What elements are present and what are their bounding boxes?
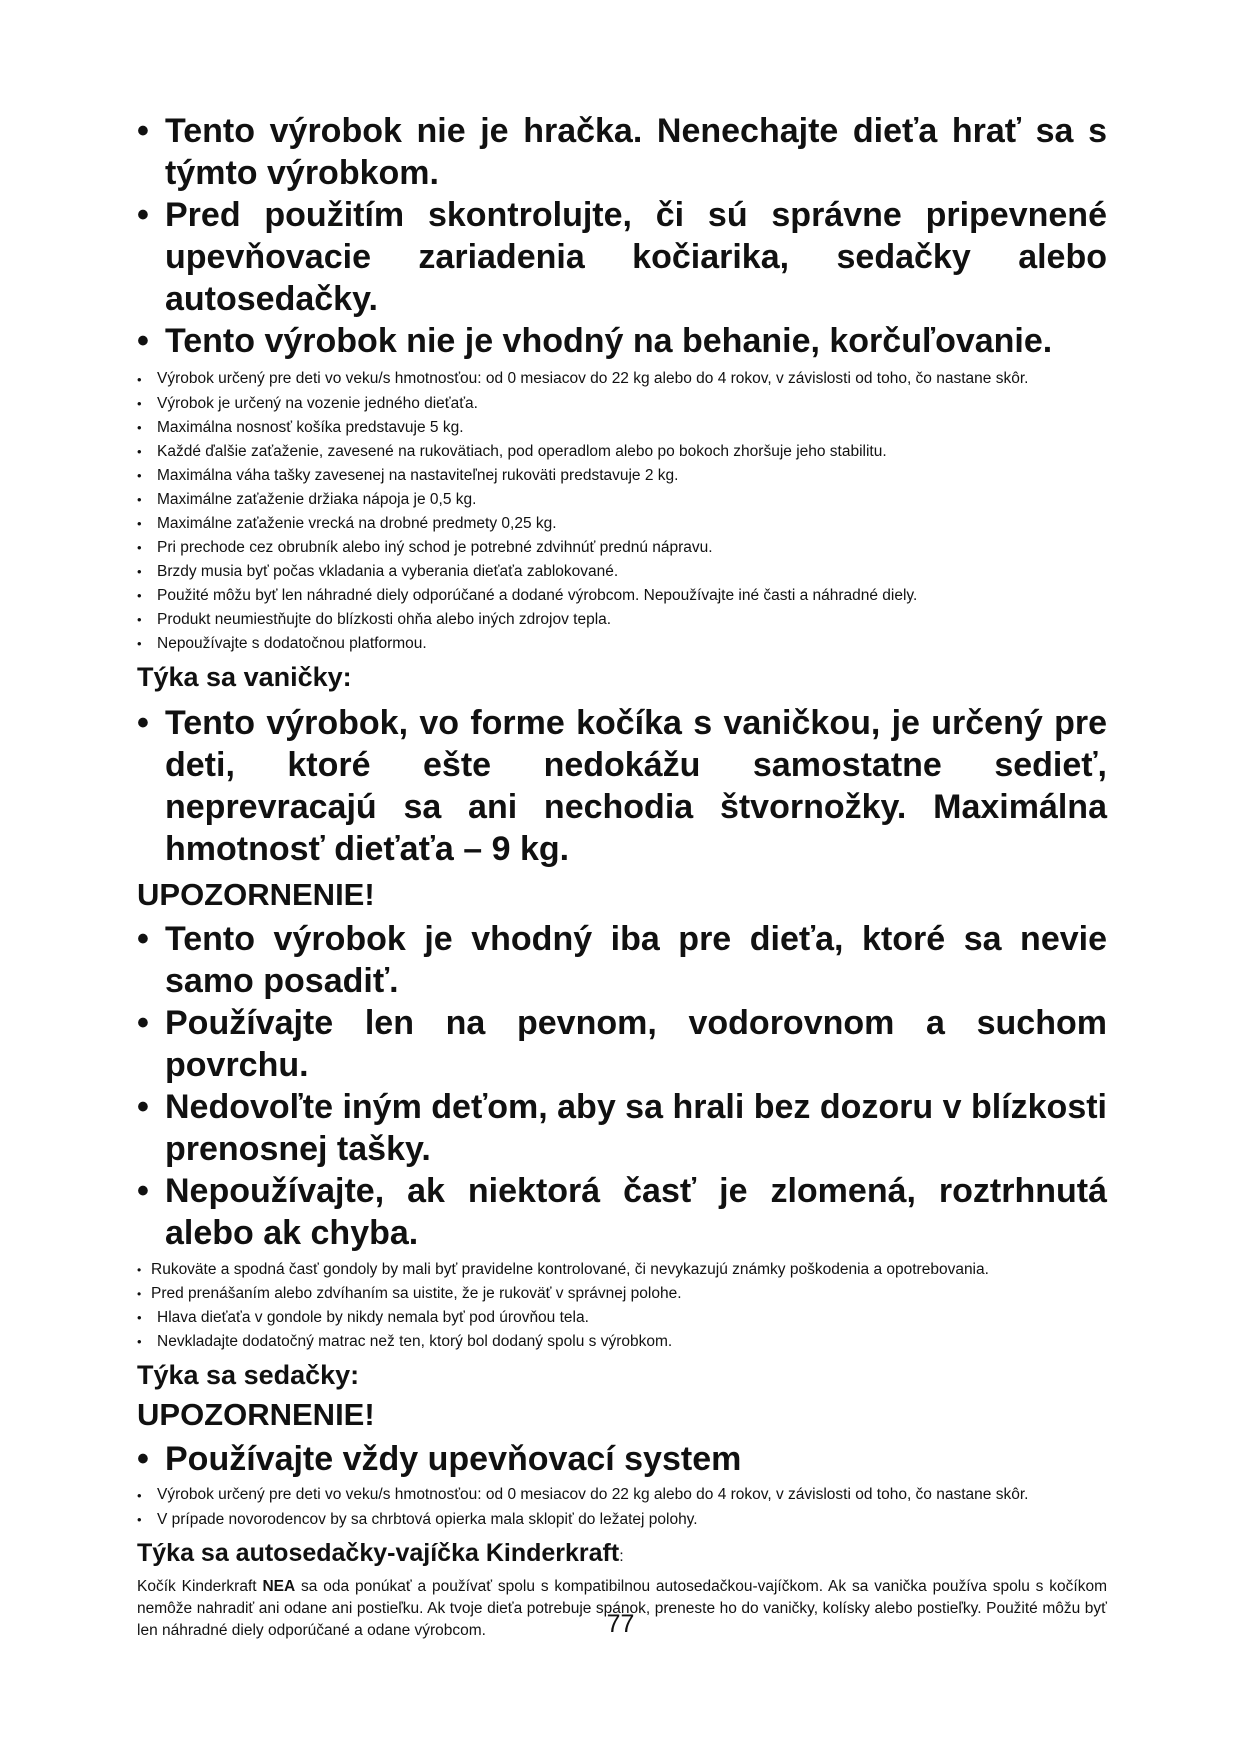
small-bullet: • Pred prenášaním alebo zdvíhaním sa uistite, že je rukoväť v správnej polohe. <box>137 1282 1107 1306</box>
bullet-icon: • <box>137 444 142 459</box>
warning-heading: UPOZORNENIE! <box>137 877 375 912</box>
small-bullet: • Hlava dieťaťa v gondole by nikdy nemala byť pod úrovňou tela. <box>137 1306 1107 1330</box>
bullet-icon: • <box>137 396 142 411</box>
small-bullet: • Rukoväte a spodná časť gondoly by mali byť pravidelne kontrolované, či nevykazujú známky poškodenia a opotrebovania. <box>137 1258 1107 1282</box>
large-bullet: • Pred použitím skontrolujte, či sú správne pripevnené upevňovacie zariadenia kočiarika, sedačky alebo autosedačky. <box>137 196 1107 318</box>
bullet-icon: • <box>137 1004 149 1042</box>
small-bullet: • Výrobok určený pre deti vo veku/s hmotnosťou: od 0 mesiacov do 22 kg alebo do 4 rokov, v závislosti od toho, čo nastane skôr. <box>137 368 1107 392</box>
bullet-icon: • <box>137 112 149 150</box>
bullet-icon: • <box>137 588 142 603</box>
bullet-icon: • <box>137 468 142 483</box>
bullet-icon: • <box>137 1263 142 1277</box>
large-bullet: • Nedovoľte iným deťom, aby sa hrali bez dozoru v blízkosti prenosnej tašky. <box>137 1088 1107 1168</box>
large-bullet: • Tento výrobok nie je vhodný na behanie, korčuľovanie. <box>137 322 1053 360</box>
section-heading-carseat <box>137 1536 1107 1574</box>
carseat-heading-colon: : <box>619 1548 624 1565</box>
bullet-icon: • <box>137 920 149 958</box>
small-bullet-list <box>137 1258 1107 1354</box>
carseat-paragraph: Kočík Kinderkraft NEA sa oda ponúkať a používať spolu s kompatibilnou autosedačkou-vajíčkom. Ak sa vanička používa spolu s kočíkom nemôže nahradiť ani odane ani postieľku. Ak tvoje dieťa potrebuje spánok, preneste ho do vaničky, kolísky alebo postieľky. Použité môžu byť len náhradné diely odporúčané a odane výrobcom. <box>137 1578 1107 1639</box>
bullet-icon: • <box>137 516 142 531</box>
small-bullet: • Pri prechode cez obrubník alebo iný schod je potrebné zdvihnúť prednú nápravu. <box>137 536 1107 560</box>
bullet-icon: • <box>137 1310 142 1325</box>
small-bullet: • Nepoužívajte s dodatočnou platformou. <box>137 632 1107 656</box>
warning-heading: UPOZORNENIE! <box>137 1397 375 1432</box>
bullet-icon: • <box>137 612 142 627</box>
carseat-heading-text: Týka sa autosedačky-vajíčka Kinderkraft <box>137 1539 620 1567</box>
bullet-icon: • <box>137 564 142 579</box>
bullet-icon: • <box>137 1334 142 1349</box>
bullet-icon: • <box>137 372 142 387</box>
content-area <box>137 110 1107 1642</box>
section-heading-bassinet: Týka sa vaničky: <box>137 662 352 692</box>
large-bullet: • Nepoužívajte, ak niektorá časť je zlomená, roztrhnutá alebo ak chyba. <box>137 1172 1107 1252</box>
small-bullet-list <box>137 368 1107 656</box>
large-bullet: • Tento výrobok je vhodný iba pre dieťa, ktoré sa nevie samo posadiť. <box>137 920 1107 1000</box>
small-bullet: • Nevkladajte dodatočný matrac než ten, ktorý bol dodaný spolu s výrobkom. <box>137 1330 1107 1354</box>
bullet-icon: • <box>137 704 149 742</box>
bullet-icon: • <box>137 420 142 435</box>
model-name: NEA <box>262 1578 296 1595</box>
small-bullet: • Výrobok je určený na vozenie jedného dieťaťa. <box>137 392 1107 416</box>
bullet-icon: • <box>137 1440 149 1478</box>
small-bullet: • Každé ďalšie zaťaženie, zavesené na rukovätiach, pod operadlom alebo po bokoch zhoršuje jeho stabilitu. <box>137 440 1107 464</box>
bullet-icon: • <box>137 322 149 360</box>
small-bullet: • Výrobok určený pre deti vo veku/s hmotnosťou: od 0 mesiacov do 22 kg alebo do 4 rokov, v závislosti od toho, čo nastane skôr. <box>137 1484 1107 1508</box>
bullet-icon: • <box>137 1088 149 1126</box>
large-bullet: • Používajte len na pevnom, vodorovnom a suchom povrchu. <box>137 1004 1107 1084</box>
bullet-icon: • <box>137 1512 142 1527</box>
bullet-icon: • <box>137 1172 149 1210</box>
small-bullet: • V prípade novorodencov by sa chrbtová opierka mala sklopiť do ležatej polohy. <box>137 1508 1107 1532</box>
small-bullet: • Brzdy musia byť počas vkladania a vyberania dieťaťa zablokované. <box>137 560 1107 584</box>
bullet-icon: • <box>137 636 142 651</box>
bullet-icon: • <box>137 1488 142 1503</box>
bullet-icon: • <box>137 540 142 555</box>
large-bullet: • Používajte vždy upevňovací system <box>137 1440 742 1478</box>
large-bullet: • Tento výrobok nie je hračka. Nenechajte dieťa hrať sa s týmto výrobkom. <box>137 112 1107 192</box>
small-bullet: • Maximálna nosnosť košíka predstavuje 5 kg. <box>137 416 1107 440</box>
small-bullet: • Maximálna váha tašky zavesenej na nastaviteľnej rukoväti predstavuje 2 kg. <box>137 464 1107 488</box>
small-bullet-list <box>137 1484 1107 1532</box>
large-bullet: • Tento výrobok, vo forme kočíka s vaničkou, je určený pre deti, ktoré ešte nedokážu samostatne sedieť, neprevracajú sa ani nechodia štvornožky. Maximálna hmotnosť dieťaťa – 9 kg. <box>137 704 1107 868</box>
small-bullet: • Maximálne zaťaženie vrecká na drobné predmety 0,25 kg. <box>137 512 1107 536</box>
bullet-icon: • <box>137 492 142 507</box>
small-bullet: • Maximálne zaťaženie držiaka nápoja je 0,5 kg. <box>137 488 1107 512</box>
page-number: 77 <box>606 1610 635 1638</box>
section-heading-seat: Týka sa sedačky: <box>137 1360 360 1390</box>
bullet-icon: • <box>137 196 149 234</box>
small-bullet: • Produkt neumiestňujte do blízkosti ohňa alebo iných zdrojov tepla. <box>137 608 1107 632</box>
bullet-icon: • <box>137 1287 142 1301</box>
small-bullet: • Použité môžu byť len náhradné diely odporúčané a dodané výrobcom. Nepoužívajte iné časti a náhradné diely. <box>137 584 1107 608</box>
